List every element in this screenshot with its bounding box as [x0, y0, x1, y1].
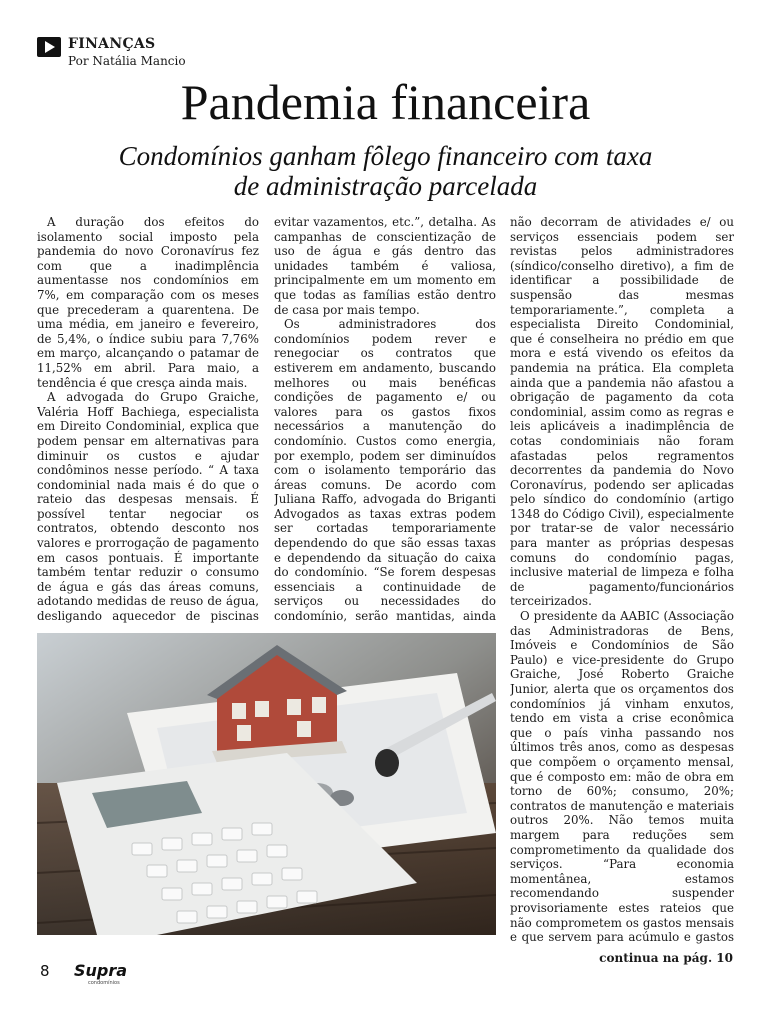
paragraph: A advogada do Grupo Graiche, Valéria Hoff Bachiega, especialista em Direito Condominial, explica que podem pensar em alternativas para diminuir os custos e ajudar condôminos nesse período. “ A taxa condominial nada mais é do que o rateio das despesas mensais. É possível tentar negociar os contratos, obtendo desconto nos valores e prorrogação de pagamento em casos pontuais. É importante também tentar reduzir o consumo de água e gás das áreas comuns, adotando medidas de reuso de água, desligando aquecedor de piscinas: [37, 390, 259, 623]
subtitle-line-1: Condomínios ganham fôlego financeiro com taxa: [118, 141, 653, 171]
article-title: Pandemia financeira: [180, 74, 591, 130]
continued-on-page: continua na pág. 10: [599, 951, 733, 965]
author-byline: Por Natália Mancio: [68, 54, 186, 68]
paragraph: Os administradores dos condomínios podem rever e renegociar os contratos que estiverem em andamento, buscando melhores ou mais benéficas condições de pagamento e/ ou valores para os gastos fixos necessários a manutenção do condomínio. Custos como energia, por exemplo, podem ser diminuídos com o isolamento temporário das áreas comuns. De acordo com Juliana Raffo, advogada do Briganti Advogados as taxas extras podem ser cortadas temporariamente dependendo do que são essas taxas e dependendo da situação do caixa do condomínio. “Se forem despesas essenciais a continuidade de serviços ou necessidades do condomínio, serão mantidas, ainda: [274, 317, 496, 623]
svg-text:Supra: Supra: [74, 961, 128, 980]
paragraph: A duração dos efeitos do isolamento social imposto pela pandemia do novo Coronavírus fez com que a inadimplência aumentasse nos condomínios em 7%, em comparação com os meses que precederam a quarentena. De uma média, em janeiro e fevereiro, de 5,4%, o índice subiu para 7,76% em março, alcançando o patamar de 11,52% em abril. Para maio, a tendência é que cresça ainda mais.: [37, 215, 259, 390]
paragraph: O presidente da AABIC (Associação das Administradoras de Bens, Imóveis e Condomínios de São Paulo) e vice-presidente do Grupo Graiche, José Roberto Graiche Junior, alerta que os orçamentos dos condomínios já vinham enxutos, tendo em vista a crise econômica que o país vinha passando nos últimos três anos, como as despesas que compõem o orçamento mensal, que é composto em: mão de obra em torno de 60%; consumo, 20%; contratos de manutenção e materiais outros 20%. Não temos muita margem para reduções sem comprometimento da qualidade dos serviços. “Para economia momentânea, estamos recomendando suspender provisoriamente estes rateios que não comprometem os gastos mensais e que servem para acúmulo e gastos: [510, 609, 734, 945]
text-column-2: [274, 215, 496, 623]
section-name: FINANÇAS: [68, 36, 156, 52]
article-photo: [37, 633, 496, 935]
section-play-icon: [37, 37, 61, 57]
text-column-1: [37, 215, 259, 623]
text-column-3: [510, 215, 734, 945]
paragraph: evitar vazamentos, etc.”, detalha. As campanhas de conscientização de uso de água e gás dentro das unidades também é valiosa, principalmente em um momento em que todas as famílias estão dentro de casa por mais tempo.: [274, 215, 496, 317]
page-number: 8: [40, 962, 50, 980]
paragraph: não decorram de atividades e/ ou serviços essenciais podem ser revistas pelos administradores (síndico/conselho diretivo), a fim de identificar a possibilidade de suspensão das mesmas temporariamente.”, completa a especialista Direito Condominial, que é conselheira no prédio em que mora e está vivendo os efeitos da pandemia na prática. Ela completa ainda que a pandemia não afastou a obrigação de pagamento da cota condominial, assim como as regras e leis aplicáveis a inadimplência de cotas condominiais não foram afastadas pelos regramentos decorrentes da pandemia do Novo Coronavírus, podendo ser aplicadas pelo síndico do condomínio (artigo 1348 do Código Civil), especialmente por tratar-se de valor necessário para manter as próprias despesas comuns do condomínio pagas, inclusive material de limpeza e folha de pagamento/funcionários terceirizados.: [510, 215, 734, 609]
calculator-house-illustration: [37, 633, 496, 935]
svg-text:condomínios: condomínios: [88, 980, 120, 986]
article-subtitle: [40, 141, 731, 201]
subtitle-line-2: de administração parcelada: [233, 171, 538, 201]
supra-logo-icon: [74, 960, 134, 986]
